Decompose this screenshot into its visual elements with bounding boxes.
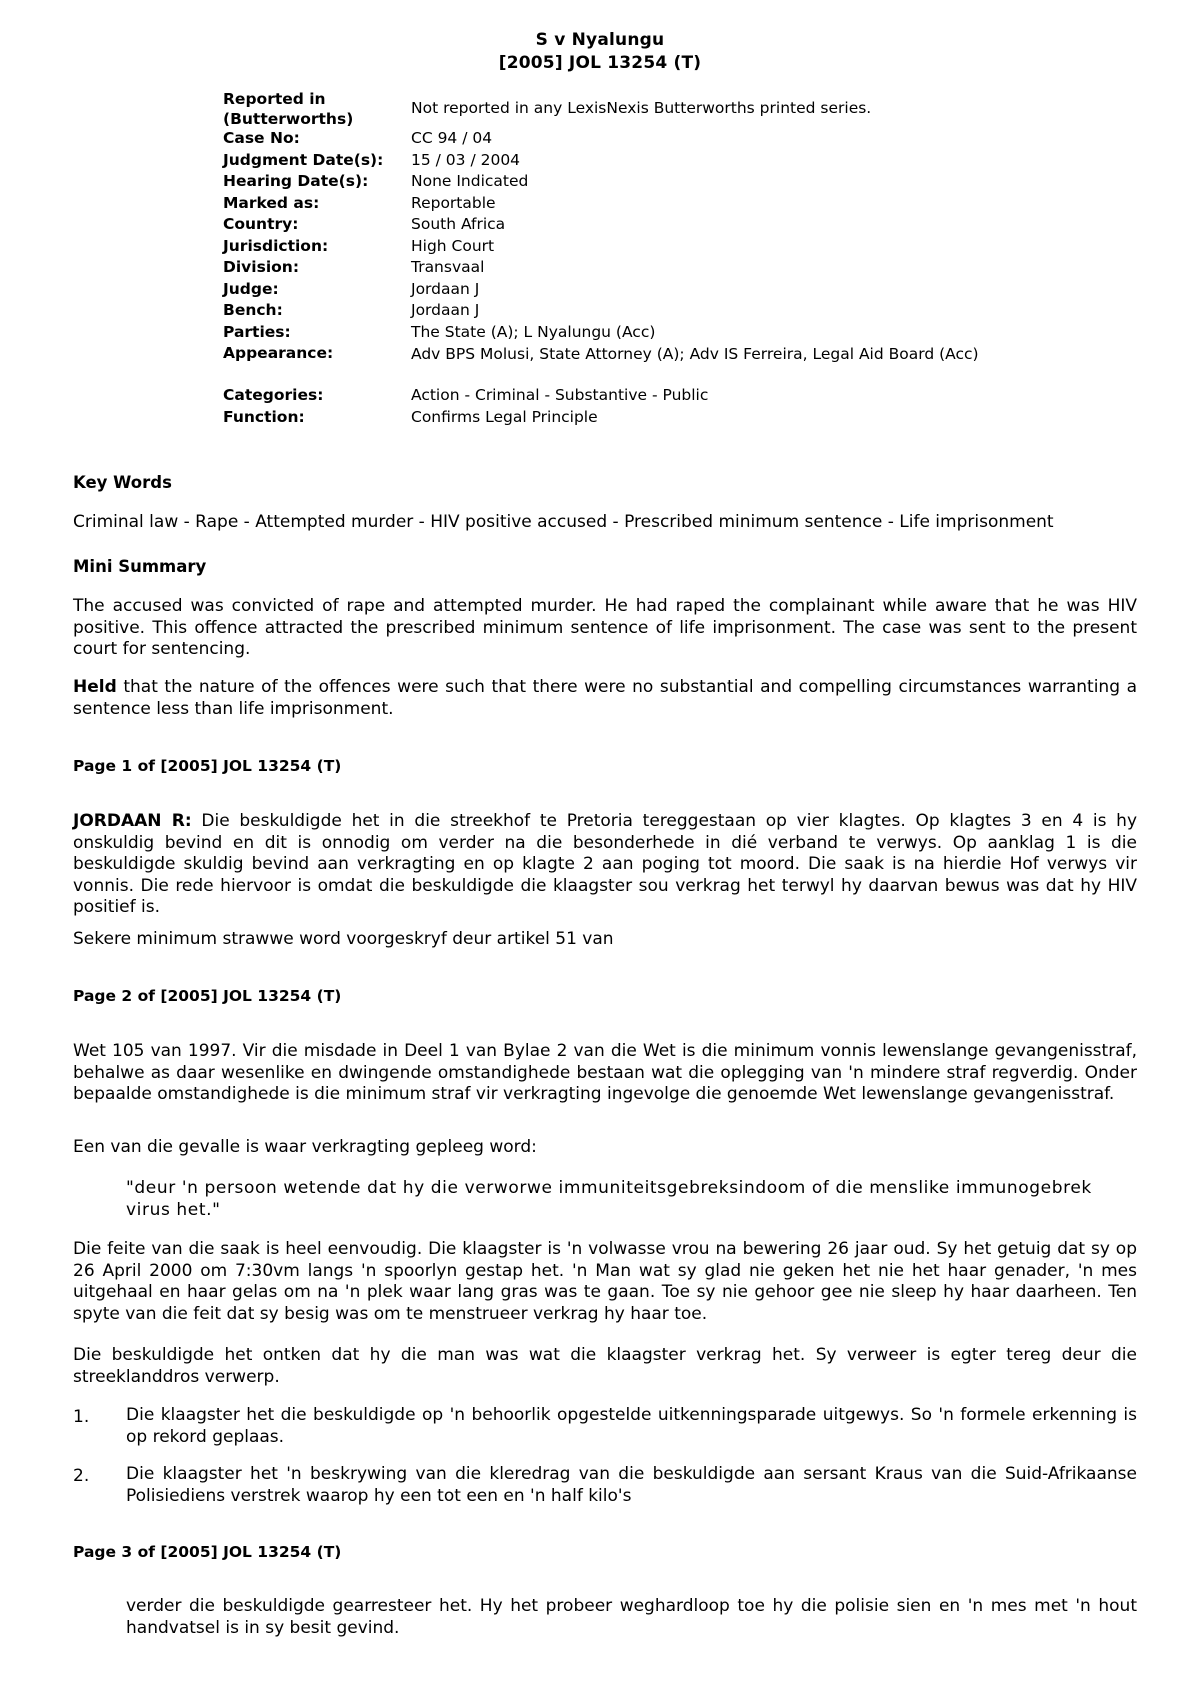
judgment-paragraph-2: Sekere minimum strawwe word voorgeskryf deur artikel 51 van: [73, 929, 614, 949]
meta-row-categories: [223, 386, 1043, 408]
meta-row-hearing-date: [223, 172, 1043, 194]
judgment-paragraph-3: Wet 105 van 1997. Vir die misdade in Deel 1 van Bylae 2 van die Wet is die minimum vonnis lewenslange gevangenisstraf, behalwe as daar wesenlike en dwingende omstandighede bestaan wat die oplegging van 'n mindere straf regverdig. Onder bepaalde omstandighede is die minimum straf vir verkragting ingevolge die genoemde Wet lewenslange gevangenisstraf.: [73, 1041, 1137, 1104]
meta-label: Appearance:: [223, 344, 334, 362]
meta-row-bench: [223, 301, 1043, 323]
meta-row-parties: [223, 323, 1043, 345]
list-item-1: Die klaagster het die beskuldigde op 'n behoorlik opgestelde uitkenningsparade uitgewys. So 'n formele erkenning is op rekord geplaas.: [126, 1405, 1137, 1447]
meta-value: South Africa: [411, 215, 506, 233]
judgment-paragraph-6: Die beskuldigde het ontken dat hy die man was wat die klaagster verkrag het. Sy verweer is egter tereg deur die streeklanddros verwerp.: [73, 1345, 1137, 1387]
meta-label: Hearing Date(s):: [223, 172, 369, 190]
meta-value: Adv BPS Molusi, State Attorney (A); Adv IS Ferreira, Legal Aid Board (Acc): [411, 345, 979, 363]
key-words-heading: Key Words: [73, 473, 172, 492]
judgment-text-1: Die beskuldigde het in die streekhof te Pretoria tereggestaan op vier klagtes. Op klagtes 3 en 4 is hy onskuldig bevind en dit is onnodig om verder na die besonderhede in dié verband te verwys. Op aanklag 1 is die beskuldigde skuldig bevind aan verkragting en op klagte 2 aan poging tot moord. Die saak is na hierdie Hof verwys vir vonnis. Die rede hiervoor is omdat die beskuldigde die klaagster sou verkrag het terwyl hy daarvan bewus was dat hy HIV positief is.: [73, 811, 1138, 917]
meta-label: Country:: [223, 215, 299, 233]
meta-label: Categories:: [223, 386, 324, 404]
meta-row-function: [223, 408, 1043, 430]
list-number-1: 1.: [73, 1407, 90, 1427]
meta-value: Transvaal: [411, 258, 485, 276]
judge-label: JORDAAN R:: [73, 811, 192, 831]
meta-label: Judgment Date(s):: [223, 150, 384, 169]
page-marker-3: Page 3 of [2005] JOL 13254 (T): [73, 1543, 342, 1561]
meta-value: Jordaan J: [411, 279, 480, 298]
list-item-2: Die klaagster het 'n beskrywing van die kleredrag van die beskuldigde aan sersant Kraus van die Suid-Afrikaanse Polisiediens verstrek waarop hy een tot een en 'n half kilo's: [126, 1464, 1165, 1506]
judgment-paragraph-7: verder die beskuldigde gearresteer het. Hy het probeer weghardloop toe hy die polisie sien en 'n mes met 'n hout handvatsel is in sy besit gevind.: [126, 1596, 1137, 1638]
meta-row-reported: [223, 89, 1043, 129]
meta-row-marked-as: [223, 194, 1043, 216]
meta-row-case-no: [223, 129, 1043, 151]
meta-value: Not reported in any LexisNexis Butterworths printed series.: [411, 99, 872, 117]
meta-row-division: [223, 258, 1043, 280]
meta-row-jurisdiction: [223, 237, 1043, 259]
judgment-paragraph-1: [73, 811, 1137, 919]
held-label: Held: [73, 677, 117, 697]
meta-value: 15 / 03 / 2004: [411, 150, 521, 169]
held-paragraph: [73, 677, 1137, 720]
meta-value: The State (A); L Nyalungu (Acc): [411, 322, 656, 341]
key-words-text: Criminal law - Rape - Attempted murder - HIV positive accused - Prescribed minimum sentence - Life imprisonment: [73, 512, 1054, 532]
held-text: that the nature of the offences were such that there were no substantial and compelling circumstances warranting a sentence less than life imprisonment.: [73, 677, 1137, 719]
meta-label: Bench:: [223, 301, 283, 319]
meta-value: Action - Criminal - Substantive - Public: [411, 386, 709, 404]
meta-label: Case No:: [223, 129, 300, 147]
meta-label: Judge:: [223, 279, 279, 298]
mini-summary-heading: Mini Summary: [73, 557, 207, 576]
case-title: S v Nyalungu: [535, 30, 665, 50]
case-metadata-table: [223, 89, 1043, 429]
meta-label: Marked as:: [223, 193, 320, 212]
meta-value: Reportable: [411, 193, 496, 212]
meta-label: Parties:: [223, 322, 291, 341]
meta-row-judge: [223, 280, 1043, 302]
meta-value: High Court: [411, 236, 495, 255]
case-citation: [2005] JOL 13254 (T): [498, 53, 702, 73]
page-marker-2: Page 2 of [2005] JOL 13254 (T): [73, 987, 342, 1005]
meta-row-country: [223, 215, 1043, 237]
statutory-quote: "deur 'n persoon wetende dat hy die verworwe immuniteitsgebreksindoom of die menslike immunogebrek virus het.": [126, 1178, 1092, 1220]
meta-label: Division:: [223, 258, 300, 276]
meta-value: None Indicated: [411, 172, 529, 190]
meta-label: Jurisdiction:: [223, 236, 329, 255]
list-number-2: 2.: [73, 1466, 90, 1486]
meta-value: CC 94 / 04: [411, 129, 493, 147]
meta-row-judgment-date: [223, 151, 1043, 173]
meta-row-appearance: [223, 344, 1043, 386]
meta-value: Confirms Legal Principle: [411, 407, 598, 426]
meta-label: Reported in (Butterworths): [223, 90, 354, 128]
mini-summary-text: The accused was convicted of rape and attempted murder. He had raped the complainant while aware that he was HIV positive. This offence attracted the prescribed minimum sentence of life imprisonment. The case was sent to the present court for sentencing.: [73, 596, 1137, 659]
page-marker-1: Page 1 of [2005] JOL 13254 (T): [73, 757, 342, 775]
judgment-paragraph-5: Die feite van die saak is heel eenvoudig. Die klaagster is 'n volwasse vrou na bewering 26 jaar oud. Sy het getuig dat sy op 26 April 2000 om 7:30vm langs 'n spoorlyn gestap het. 'n Man wat sy glad nie geken het nie het haar genader, 'n mes uitgehaal en haar gelas om na 'n plek waar lang gras was te gaan. Toe sy nie gehoor gee nie sleep hy haar daarheen. Ten spyte van die feit dat sy besig was om te menstrueer verkrag hy haar toe.: [73, 1239, 1137, 1324]
meta-value: Jordaan J: [411, 301, 480, 319]
judgment-paragraph-4: Een van die gevalle is waar verkragting gepleeg word:: [73, 1137, 537, 1157]
meta-label: Function:: [223, 407, 305, 426]
